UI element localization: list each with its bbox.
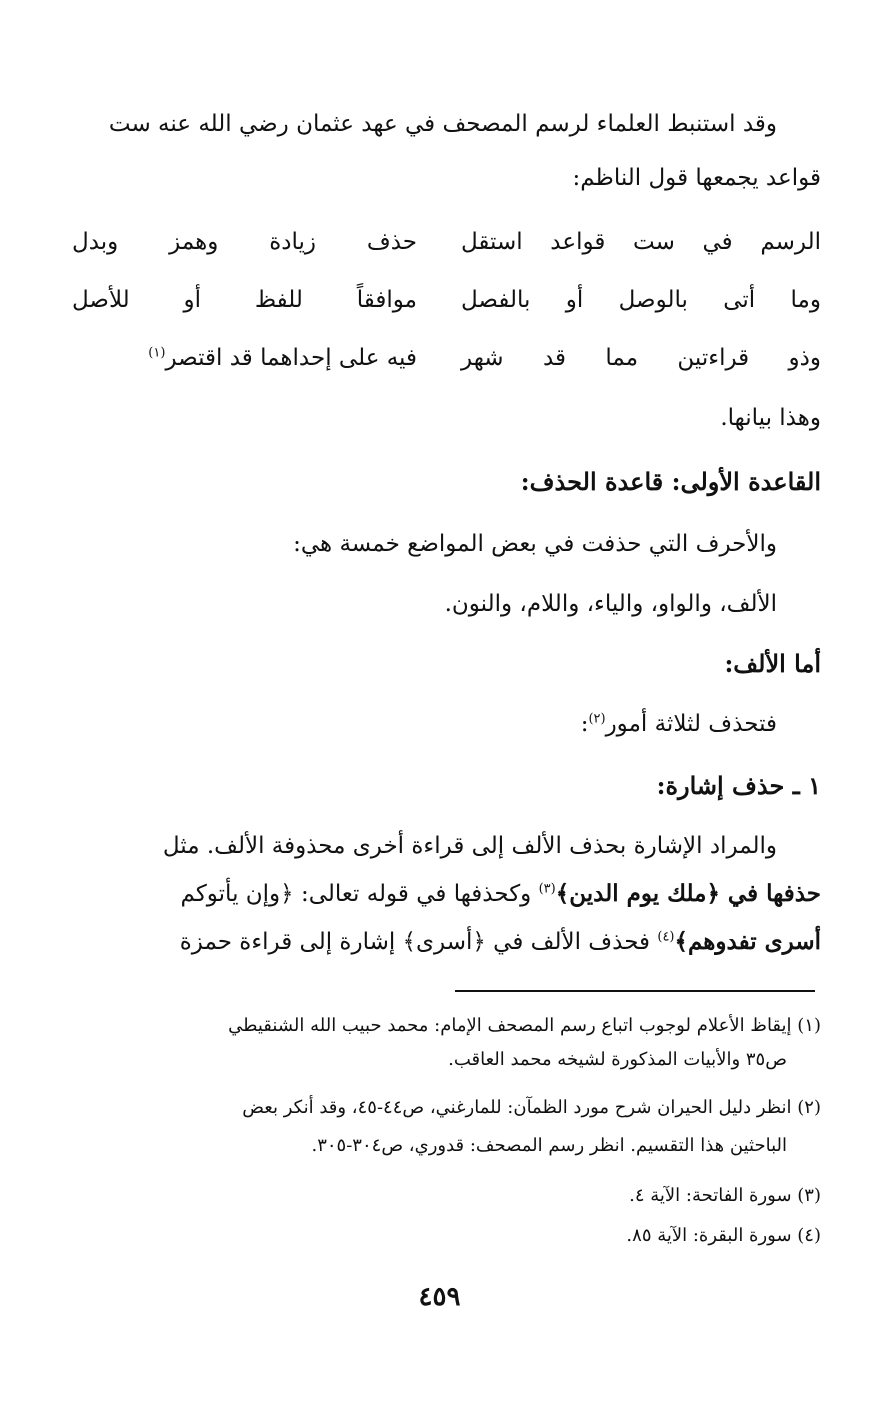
footnote-2-line-1: (٢) انظر دليل الحيران شرح مورد الظمآن: للمارغني، ص٤٤-٤٥، وقد أنكر بعض bbox=[242, 1097, 821, 1118]
footnote-1-line-1: (١) إيقاظ الأعلام لوجوب اتباع رسم المصحف الإمام: محمد حبيب الله الشنقيطي bbox=[228, 1015, 821, 1036]
quran-quote-1: حذفها في ﴿ملك يوم الدين﴾ bbox=[555, 880, 821, 907]
para-line-3-rest: فحذف الألف في ﴿أسرى﴾ إشارة إلى قراءة حمزة bbox=[179, 929, 658, 955]
intro-line-2: قواعد يجمعها قول الناظم: bbox=[572, 165, 821, 191]
rule1-heading: القاعدة الأولى: قاعدة الحذف: bbox=[520, 467, 821, 496]
poem-verse-3-second-hemistich bbox=[72, 334, 417, 382]
letters-list: الألف، والواو، والياء، واللام، والنون. bbox=[444, 591, 777, 617]
after-poem-text: وهذا بيانها. bbox=[720, 405, 821, 431]
intro-line-1: وقد استنبط العلماء لرسم المصحف في عهد عثمان رضي الله عنه ست bbox=[108, 111, 777, 137]
poem-verse-1-second-hemistich: حذف زيادة وهمز وبدل bbox=[72, 229, 417, 255]
footnote-ref-4: (٤) bbox=[657, 929, 675, 945]
alif-colon: : bbox=[580, 711, 589, 737]
poem-verse-3 bbox=[72, 334, 821, 382]
footnote-ref-1: (١) bbox=[148, 345, 166, 361]
poem-verse-2-first-hemistich: وما أتى بالوصل أو بالفصل bbox=[461, 287, 821, 313]
page-number: ٤٥٩ bbox=[418, 1282, 461, 1312]
letters-intro: والأحرف التي حذفت في بعض المواضع خمسة هي: bbox=[293, 531, 777, 557]
footnote-ref-2: (٢) bbox=[588, 711, 606, 727]
poem-verse-1 bbox=[72, 218, 821, 266]
quran-quote-2: أسرى تفدوهم﴾ bbox=[674, 928, 821, 955]
footnote-ref-3: (٣) bbox=[538, 881, 556, 897]
para-line-3 bbox=[72, 918, 821, 966]
footnote-2-line-2: الباحثين هذا التقسيم. انظر رسم المصحف: قدوري، ص٣٠٤-٣٠٥. bbox=[311, 1135, 787, 1156]
poem-verse-2-second-hemistich: موافقاً للفظ أو للأصل bbox=[72, 287, 417, 313]
poem-verse-3-first-hemistich: وذو قراءتين مما قد شهر bbox=[461, 345, 821, 371]
footnote-3: (٣) سورة الفاتحة: الآية ٤. bbox=[629, 1185, 821, 1206]
alif-text-line bbox=[72, 700, 821, 748]
para-line-1: والمراد الإشارة بحذف الألف إلى قراءة أخرى محذوفة الألف. مثل bbox=[162, 833, 777, 859]
poem-verse-2 bbox=[72, 276, 821, 324]
footnote-1-line-2: ص٣٥ والأبيات المذكورة لشيخه محمد العاقب. bbox=[448, 1049, 787, 1070]
footnote-separator bbox=[455, 990, 815, 992]
para-line-2-rest: وكحذفها في قوله تعالى: ﴿وإن يأتوكم bbox=[180, 881, 539, 907]
alif-heading: أما الألف: bbox=[724, 649, 821, 678]
footnote-4: (٤) سورة البقرة: الآية ٨٥. bbox=[626, 1225, 821, 1246]
sub1-heading: ١ ـ حذف إشارة: bbox=[656, 771, 821, 800]
alif-text: فتحذف لثلاثة أمور bbox=[605, 711, 777, 737]
poem-verse-3-second-hemistich-text: فيه على إحداهما قد اقتصر bbox=[165, 345, 417, 371]
poem-verse-1-first-hemistich: الرسم في ست قواعد استقل bbox=[461, 229, 821, 255]
para-line-2 bbox=[72, 870, 821, 918]
